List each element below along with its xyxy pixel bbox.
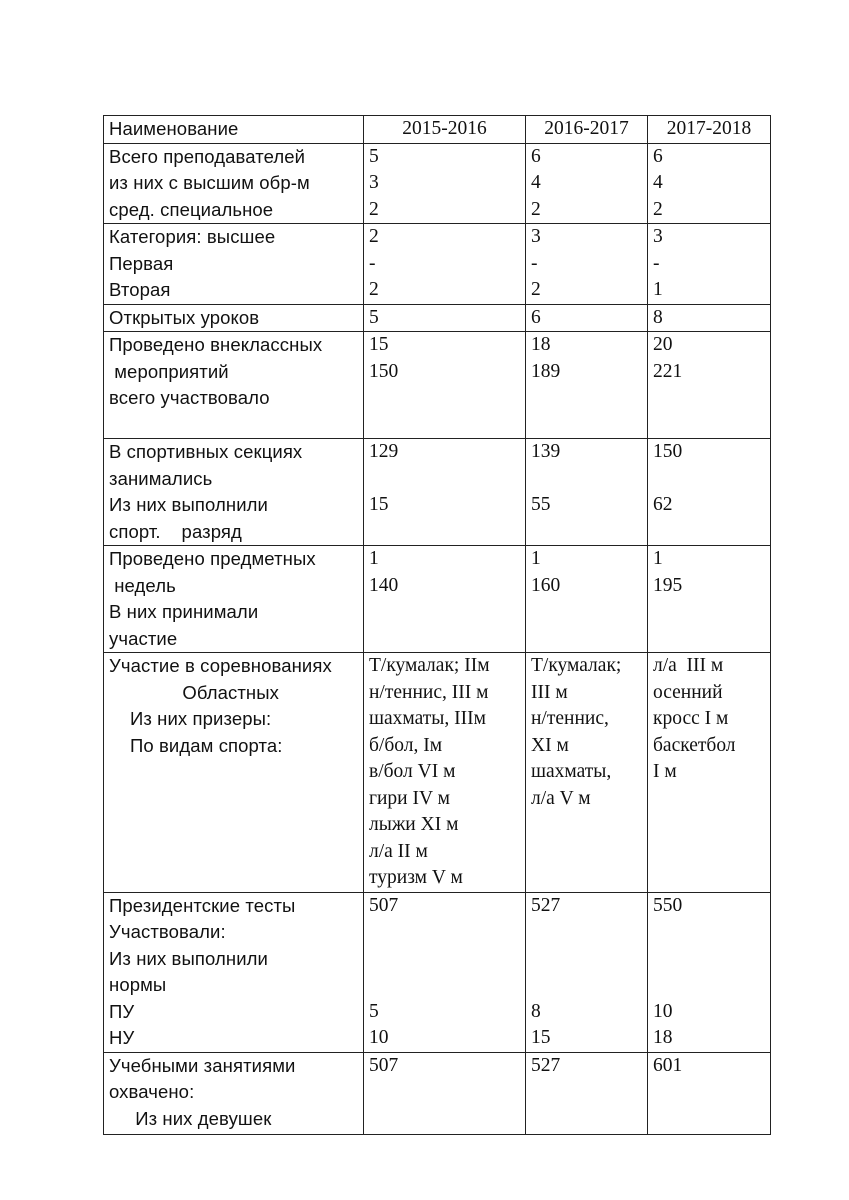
value-line: 2 xyxy=(653,198,663,220)
value-cell xyxy=(648,224,771,305)
value-line: 2 xyxy=(369,279,379,300)
value-line: 8 xyxy=(531,1000,541,1022)
row-name-line: занимались xyxy=(109,467,213,489)
value-line: Т/кумалак; IIм xyxy=(369,655,490,676)
value-line: 601 xyxy=(653,1054,683,1076)
value-line xyxy=(369,919,525,946)
value-line: в/бол VI м xyxy=(369,761,456,782)
value-line: 1 xyxy=(653,279,663,300)
value-line: 160 xyxy=(531,574,561,596)
value-line: - xyxy=(653,252,660,274)
row-name-line: НУ xyxy=(109,1027,135,1048)
statistics-table xyxy=(103,115,771,1135)
value-line: 189 xyxy=(531,360,561,382)
value-cell xyxy=(364,224,526,305)
value-cell xyxy=(364,143,526,224)
row-name-line: нормы xyxy=(109,974,167,995)
value-line: 5 xyxy=(369,1000,379,1022)
value-line: - xyxy=(531,252,538,274)
value-line: Т/кумалак; xyxy=(531,655,622,676)
value-line: 8 xyxy=(653,306,663,328)
value-line: - xyxy=(369,252,376,274)
value-line xyxy=(531,972,647,999)
value-line: гири IV м xyxy=(369,787,450,809)
row-name-line: Областных xyxy=(109,681,279,703)
row-name-line: Категория: высшее xyxy=(109,226,276,247)
value-line: XI м xyxy=(531,734,569,756)
value-cell xyxy=(526,143,648,224)
table-row xyxy=(104,892,771,1052)
value-line xyxy=(369,466,525,493)
value-line xyxy=(653,946,770,973)
value-line: 62 xyxy=(653,494,673,515)
row-name-line: В них принимали xyxy=(109,601,259,622)
value-line: 1 xyxy=(531,548,541,569)
row-name-line: Участие в соревнованиях xyxy=(109,655,332,676)
row-name-line: ПУ xyxy=(109,1000,135,1022)
value-cell xyxy=(526,546,648,653)
value-cell xyxy=(364,332,526,439)
value-line xyxy=(531,466,647,493)
row-name-line: участие xyxy=(109,627,178,649)
row-name-line: Участвовали: xyxy=(109,921,226,942)
row-name-cell xyxy=(104,304,364,332)
value-line: 18 xyxy=(531,334,551,355)
value-line: 3 xyxy=(369,172,379,193)
value-line: 10 xyxy=(653,1000,673,1022)
value-cell xyxy=(648,332,771,439)
table-row xyxy=(104,439,771,546)
row-name-line: Вторая xyxy=(109,279,171,300)
table-row xyxy=(104,224,771,305)
row-name-line: Из них девушек xyxy=(109,1107,272,1129)
value-cell xyxy=(526,224,648,305)
value-line: 5 xyxy=(369,145,379,167)
value-line: 507 xyxy=(369,1054,399,1076)
row-name-line: Из них призеры: xyxy=(109,708,272,729)
value-line: I м xyxy=(653,761,677,782)
value-cell xyxy=(526,332,648,439)
table-row xyxy=(104,1052,771,1134)
row-name-line: Из них выполнили xyxy=(109,494,268,515)
value-line: 15 xyxy=(369,494,389,515)
value-line: 139 xyxy=(531,441,561,462)
value-line: б/бол, Iм xyxy=(369,734,443,756)
value-line: баскетбол xyxy=(653,734,736,756)
value-line: 6 xyxy=(531,145,541,167)
row-name-cell xyxy=(104,892,364,1052)
row-name-line: мероприятий xyxy=(109,360,229,382)
row-name-cell xyxy=(104,143,364,224)
value-line xyxy=(653,972,770,999)
header-row xyxy=(104,116,771,144)
value-line xyxy=(531,919,647,946)
row-name-line: Учебными занятиями xyxy=(109,1054,296,1076)
value-line: 3 xyxy=(531,226,541,247)
value-line: 20 xyxy=(653,334,673,355)
row-name-line: спорт. разряд xyxy=(109,520,242,542)
row-name-cell xyxy=(104,332,364,439)
value-cell xyxy=(526,304,648,332)
row-name-cell xyxy=(104,653,364,893)
value-line: 15 xyxy=(531,1027,551,1048)
table-row xyxy=(104,653,771,893)
row-name-cell xyxy=(104,439,364,546)
value-line: 5 xyxy=(369,306,379,328)
value-line: 55 xyxy=(531,494,551,515)
row-name-line: По видам спорта: xyxy=(109,734,283,756)
value-line: шахматы, IIIм xyxy=(369,708,486,729)
value-cell xyxy=(526,439,648,546)
row-name-line: Открытых уроков xyxy=(109,306,260,328)
row-name-line: Всего преподавателей xyxy=(109,145,306,167)
header-year-cell: 2016-2017 xyxy=(526,116,648,144)
value-cell xyxy=(648,653,771,893)
value-line xyxy=(369,972,525,999)
row-name-line xyxy=(109,412,363,439)
value-line: 2 xyxy=(531,279,541,300)
value-line: 2 xyxy=(531,198,541,220)
value-line xyxy=(369,946,525,973)
row-name-line: всего участвовало xyxy=(109,387,270,408)
value-line: л/а II м xyxy=(369,840,428,862)
header-year-cell: 2015-2016 xyxy=(364,116,526,144)
value-line: осенний xyxy=(653,681,723,703)
value-line: 1 xyxy=(653,548,663,569)
value-line: 1 xyxy=(369,548,379,569)
row-name-line: Президентские тесты xyxy=(109,894,296,916)
value-cell xyxy=(364,653,526,893)
value-cell xyxy=(648,1052,771,1134)
row-name-line: Первая xyxy=(109,252,174,274)
table-row xyxy=(104,546,771,653)
value-line: 507 xyxy=(369,894,399,916)
value-cell xyxy=(526,892,648,1052)
value-line: 3 xyxy=(653,226,663,247)
value-line: 6 xyxy=(653,145,663,167)
row-name-line: сред. специальное xyxy=(109,198,274,220)
value-cell xyxy=(648,439,771,546)
value-line: 550 xyxy=(653,894,683,916)
value-cell xyxy=(648,892,771,1052)
header-name-cell: Наименование xyxy=(104,116,364,144)
value-line: 129 xyxy=(369,441,399,462)
value-line: н/теннис, xyxy=(531,708,609,729)
value-cell xyxy=(364,892,526,1052)
table-row xyxy=(104,304,771,332)
value-line: 195 xyxy=(653,574,683,596)
value-line: 2 xyxy=(369,198,379,220)
value-cell xyxy=(364,1052,526,1134)
value-line: н/теннис, III м xyxy=(369,681,489,703)
value-line: 527 xyxy=(531,894,561,916)
value-cell xyxy=(364,304,526,332)
value-cell xyxy=(648,546,771,653)
value-line xyxy=(531,946,647,973)
value-line: 4 xyxy=(653,172,663,193)
row-name-line: из них с высшим обр-м xyxy=(109,172,310,193)
value-line: 150 xyxy=(653,441,683,462)
row-name-line: охвачено: xyxy=(109,1081,195,1102)
value-line: л/а III м xyxy=(653,655,724,676)
row-name-cell xyxy=(104,546,364,653)
value-line: кросс I м xyxy=(653,708,729,729)
table-row xyxy=(104,332,771,439)
value-line: 527 xyxy=(531,1054,561,1076)
value-line: 6 xyxy=(531,306,541,328)
value-cell xyxy=(364,439,526,546)
value-cell xyxy=(648,143,771,224)
value-cell xyxy=(526,1052,648,1134)
value-line: 140 xyxy=(369,574,399,596)
row-name-line: Из них выполнили xyxy=(109,947,268,969)
row-name-line: В спортивных секциях xyxy=(109,441,303,462)
value-line xyxy=(653,466,770,493)
value-line: III м xyxy=(531,681,568,703)
row-name-cell xyxy=(104,224,364,305)
value-line: 150 xyxy=(369,360,399,382)
value-line xyxy=(653,919,770,946)
header-year-cell: 2017-2018 xyxy=(648,116,771,144)
row-name-line: недель xyxy=(109,574,176,596)
value-line: лыжи XI м xyxy=(369,814,459,835)
value-cell xyxy=(364,546,526,653)
value-line: 10 xyxy=(369,1027,389,1048)
row-name-line: Проведено внеклассных xyxy=(109,334,323,355)
value-line: шахматы, xyxy=(531,761,612,782)
value-line: 4 xyxy=(531,172,541,193)
value-cell xyxy=(648,304,771,332)
row-name-cell xyxy=(104,1052,364,1134)
value-line: 18 xyxy=(653,1027,673,1048)
value-line: л/а V м xyxy=(531,787,591,809)
value-line: туризм V м xyxy=(369,867,463,888)
value-cell xyxy=(526,653,648,893)
value-line: 2 xyxy=(369,226,379,247)
row-name-line: Проведено предметных xyxy=(109,548,316,569)
value-line: 221 xyxy=(653,360,683,382)
value-line: 15 xyxy=(369,334,389,355)
table-row xyxy=(104,143,771,224)
